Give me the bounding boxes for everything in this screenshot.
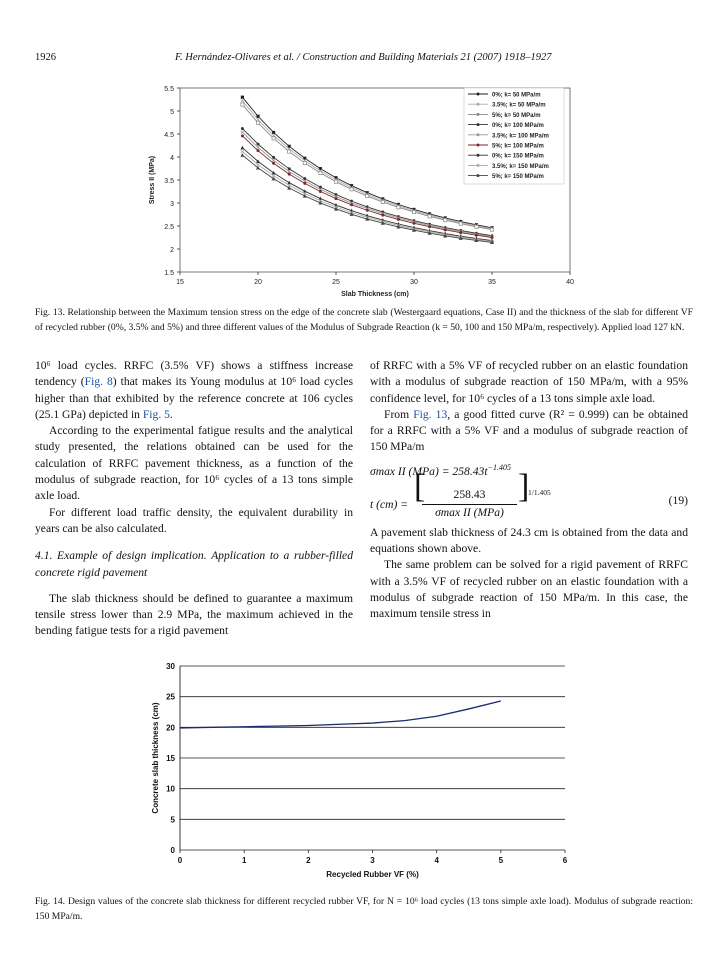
data-point [350, 203, 353, 206]
x-tick-label: 3 [370, 856, 375, 865]
y-tick-label: 5 [170, 815, 175, 825]
data-point [256, 146, 259, 149]
data-point [272, 137, 275, 140]
paragraph: From Fig. 13, a good fitted curve (R² = 0.999) can be obtained for a RRFC with a 5% VF and a modulus of subgrade reaction of 150 MPa/m [370, 407, 688, 454]
data-point [241, 96, 244, 99]
data-point [241, 134, 244, 137]
legend-marker [477, 174, 480, 177]
y-tick-label: 15 [166, 754, 175, 763]
data-point [303, 161, 306, 164]
figure-link[interactable]: Fig. 8 [84, 375, 113, 389]
y-tick-label: 4.5 [164, 132, 174, 139]
running-header [35, 52, 693, 68]
paragraph: A pavement slab thickness of 24.3 cm is obtained from the data and equations shown above. [370, 525, 688, 556]
x-tick-label: 5 [498, 856, 504, 865]
data-point [413, 222, 416, 225]
data-point [257, 143, 260, 146]
y-tick-label: 2 [170, 247, 174, 254]
data-point [428, 215, 431, 218]
legend-marker [477, 133, 480, 136]
y-tick-label: 2.5 [164, 224, 174, 231]
paragraph: According to the experimental fatigue results and the analytical study presented, the relations obtained can be used for the calculation of RRFC pavement thickness, as a function of the modulus of subgrade reaction, for 10⁶ cycles of a 13 tons simple axle load. [35, 424, 353, 503]
y-tick-label: 1.5 [164, 270, 174, 277]
section-heading: 4.1. Example of design implication. Application to a rubber-filled concrete rigid pavement [35, 549, 353, 579]
data-point [397, 218, 400, 221]
data-point [490, 228, 493, 231]
legend-marker [477, 154, 480, 157]
legend-entry: 3.5%; k= 100 MPa/m [492, 133, 549, 140]
data-point [366, 194, 369, 197]
legend-entry: 3.5%; k= 50 MPa/m [492, 102, 546, 109]
data-point [240, 146, 244, 150]
data-point [350, 188, 353, 191]
figure-13-caption: Fig. 13. Relationship between the Maximum tension stress on the edge of the concrete slab (Westergaard equations, Case II) and the thickness of the slab for different VF of recycled rubber (0%, 3.5% and 5%) and three different values of the Modulus of Subgrade Reaction (k = 50, 100 and 150 MPa/m, respectively). Applied load 127 kN. [35, 307, 693, 333]
legend-marker [477, 113, 480, 116]
paragraph: The slab thickness should be defined to guarantee a maximum tensile stress lower than 2.9 MPa, the maximum achieved in the bending fatigue tests for a rigid pavement [35, 591, 353, 638]
data-point [475, 225, 478, 228]
y-tick-label: 4 [170, 155, 174, 162]
y-axis-label: Concrete slab thickness (cm) [151, 702, 160, 814]
x-tick-label: 1 [241, 856, 247, 865]
legend-marker [477, 93, 480, 96]
y-tick-label: 10 [166, 784, 175, 794]
right-column [370, 358, 688, 623]
data-point [256, 121, 259, 124]
x-tick-label: 20 [254, 279, 262, 286]
data-point [319, 171, 322, 174]
legend-entry: 0%; k= 50 MPa/m [492, 92, 541, 99]
y-tick-label: 0 [170, 846, 175, 855]
data-point [319, 190, 322, 193]
data-point [256, 163, 259, 166]
data-point [241, 99, 244, 102]
data-point [459, 231, 462, 234]
journal-citation: F. Hernández-Olivares et al. / Construction and Building Materials 21 (2007) 1918–1927 [175, 52, 552, 63]
y-tick-label: 30 [166, 662, 175, 671]
x-axis-label: Recycled Rubber VF (%) [326, 870, 419, 879]
paragraph: For different load traffic density, the equivalent durability in years can be also calculated. [35, 505, 353, 535]
legend-entry: 0%; k= 100 MPa/m [492, 123, 544, 130]
data-point [240, 153, 244, 157]
y-tick-label: 3 [170, 201, 174, 208]
data-point [256, 115, 259, 118]
data-point [288, 150, 291, 153]
x-tick-label: 4 [434, 856, 439, 865]
data-point [475, 234, 478, 237]
x-tick-label: 6 [562, 856, 568, 865]
legend-entry: 3.5%; k= 150 MPa/m [492, 163, 549, 170]
data-point [334, 180, 337, 183]
data-point [335, 197, 338, 200]
legend-entry: 5%; k= 150 MPa/m [492, 174, 544, 181]
x-tick-label: 15 [176, 279, 184, 286]
paragraph: 10⁶ load cycles. RRFC (3.5% VF) shows a stiffness increase tendency (Fig. 8) that makes its Young modulus at 10⁶ load cycles higher than that exhibited by the reference concrete at 106 cycles (25.1 GPa) depicted in Fig. 5. [35, 359, 354, 421]
data-point [444, 219, 447, 222]
data-point [381, 214, 384, 217]
x-tick-label: 2 [306, 856, 311, 865]
legend-marker [477, 164, 480, 167]
y-tick-label: 20 [166, 723, 175, 733]
data-point [241, 131, 244, 134]
equation-number: (19) [668, 493, 688, 507]
y-tick-label: 3.5 [164, 178, 174, 185]
x-tick-label: 0 [177, 856, 183, 865]
data-point [241, 150, 244, 153]
figure-14-caption: Fig. 14. Design values of the concrete slab thickness for different recycled rubber VF, for N = 10⁶ load cycles (13 tons simple axle load). Modulus of subgrade reaction: 150 MPa/m. [35, 896, 693, 922]
data-point [412, 210, 415, 213]
data-point [444, 228, 447, 231]
y-tick-label: 5 [170, 109, 174, 116]
page-number: 1926 [35, 52, 56, 63]
figure-13-chart [140, 78, 580, 302]
data-point [257, 149, 260, 152]
fraction: 258.43 σmax II (MPa) [422, 487, 517, 522]
equation-18: σmax II $(MPa) = 258.43t^{-1.405}$ [370, 462, 511, 478]
legend-entry: 0%; k= 150 MPa/m [492, 153, 544, 160]
x-tick-label: 40 [566, 279, 574, 286]
legend-entry: 5%; k= 50 MPa/m [492, 112, 541, 119]
data-point [272, 162, 275, 165]
equation-19: t (cm) = [ 258.43 σmax II (MPa) ] 1/1.405 (19) [370, 487, 688, 521]
data-point [241, 127, 244, 130]
data-point [303, 182, 306, 185]
figure-link[interactable]: Fig. 5 [142, 407, 170, 421]
data-point [272, 156, 275, 159]
data-point [397, 206, 400, 209]
paragraph: of RRFC with a 5% VF of recycled rubber on an elastic foundation with a modulus of subgrade reaction of 150 MPa/m, with a 95% confidence level, for 10⁶ cycles of a 13 tons simple axle load. [370, 359, 688, 405]
data-point [256, 118, 259, 121]
y-tick-label: 5.5 [164, 86, 174, 93]
figure-link[interactable]: Fig. 13 [413, 407, 448, 421]
x-tick-label: 35 [488, 279, 496, 286]
paragraph: The same problem can be solved for a rigid pavement of RRFC with a 3.5% VF of recycled rubber on an elastic foundation with a modulus of subgrade reaction of 150 MPa/m. In this case, the maximum tensile stress in [370, 558, 688, 621]
legend-marker [477, 123, 480, 126]
x-tick-label: 30 [410, 279, 418, 286]
data-point [366, 209, 369, 212]
legend-entry: 5%; k= 100 MPa/m [492, 143, 544, 150]
data-point [288, 173, 291, 176]
x-tick-label: 25 [332, 279, 340, 286]
x-axis-label: Slab Thickness (cm) [341, 291, 409, 298]
figure-14-chart [140, 650, 585, 890]
data-point [272, 131, 275, 134]
data-point [241, 103, 244, 106]
data-point [288, 170, 291, 173]
y-axis-label: Stress II (MPa) [149, 155, 156, 205]
data-point [428, 225, 431, 228]
left-column [35, 358, 353, 640]
legend-marker [477, 103, 480, 106]
data-point [272, 159, 275, 162]
series-line [180, 701, 501, 728]
data-point [381, 200, 384, 203]
y-tick-label: 25 [166, 692, 175, 702]
data-point [459, 222, 462, 225]
legend-marker [477, 144, 480, 147]
